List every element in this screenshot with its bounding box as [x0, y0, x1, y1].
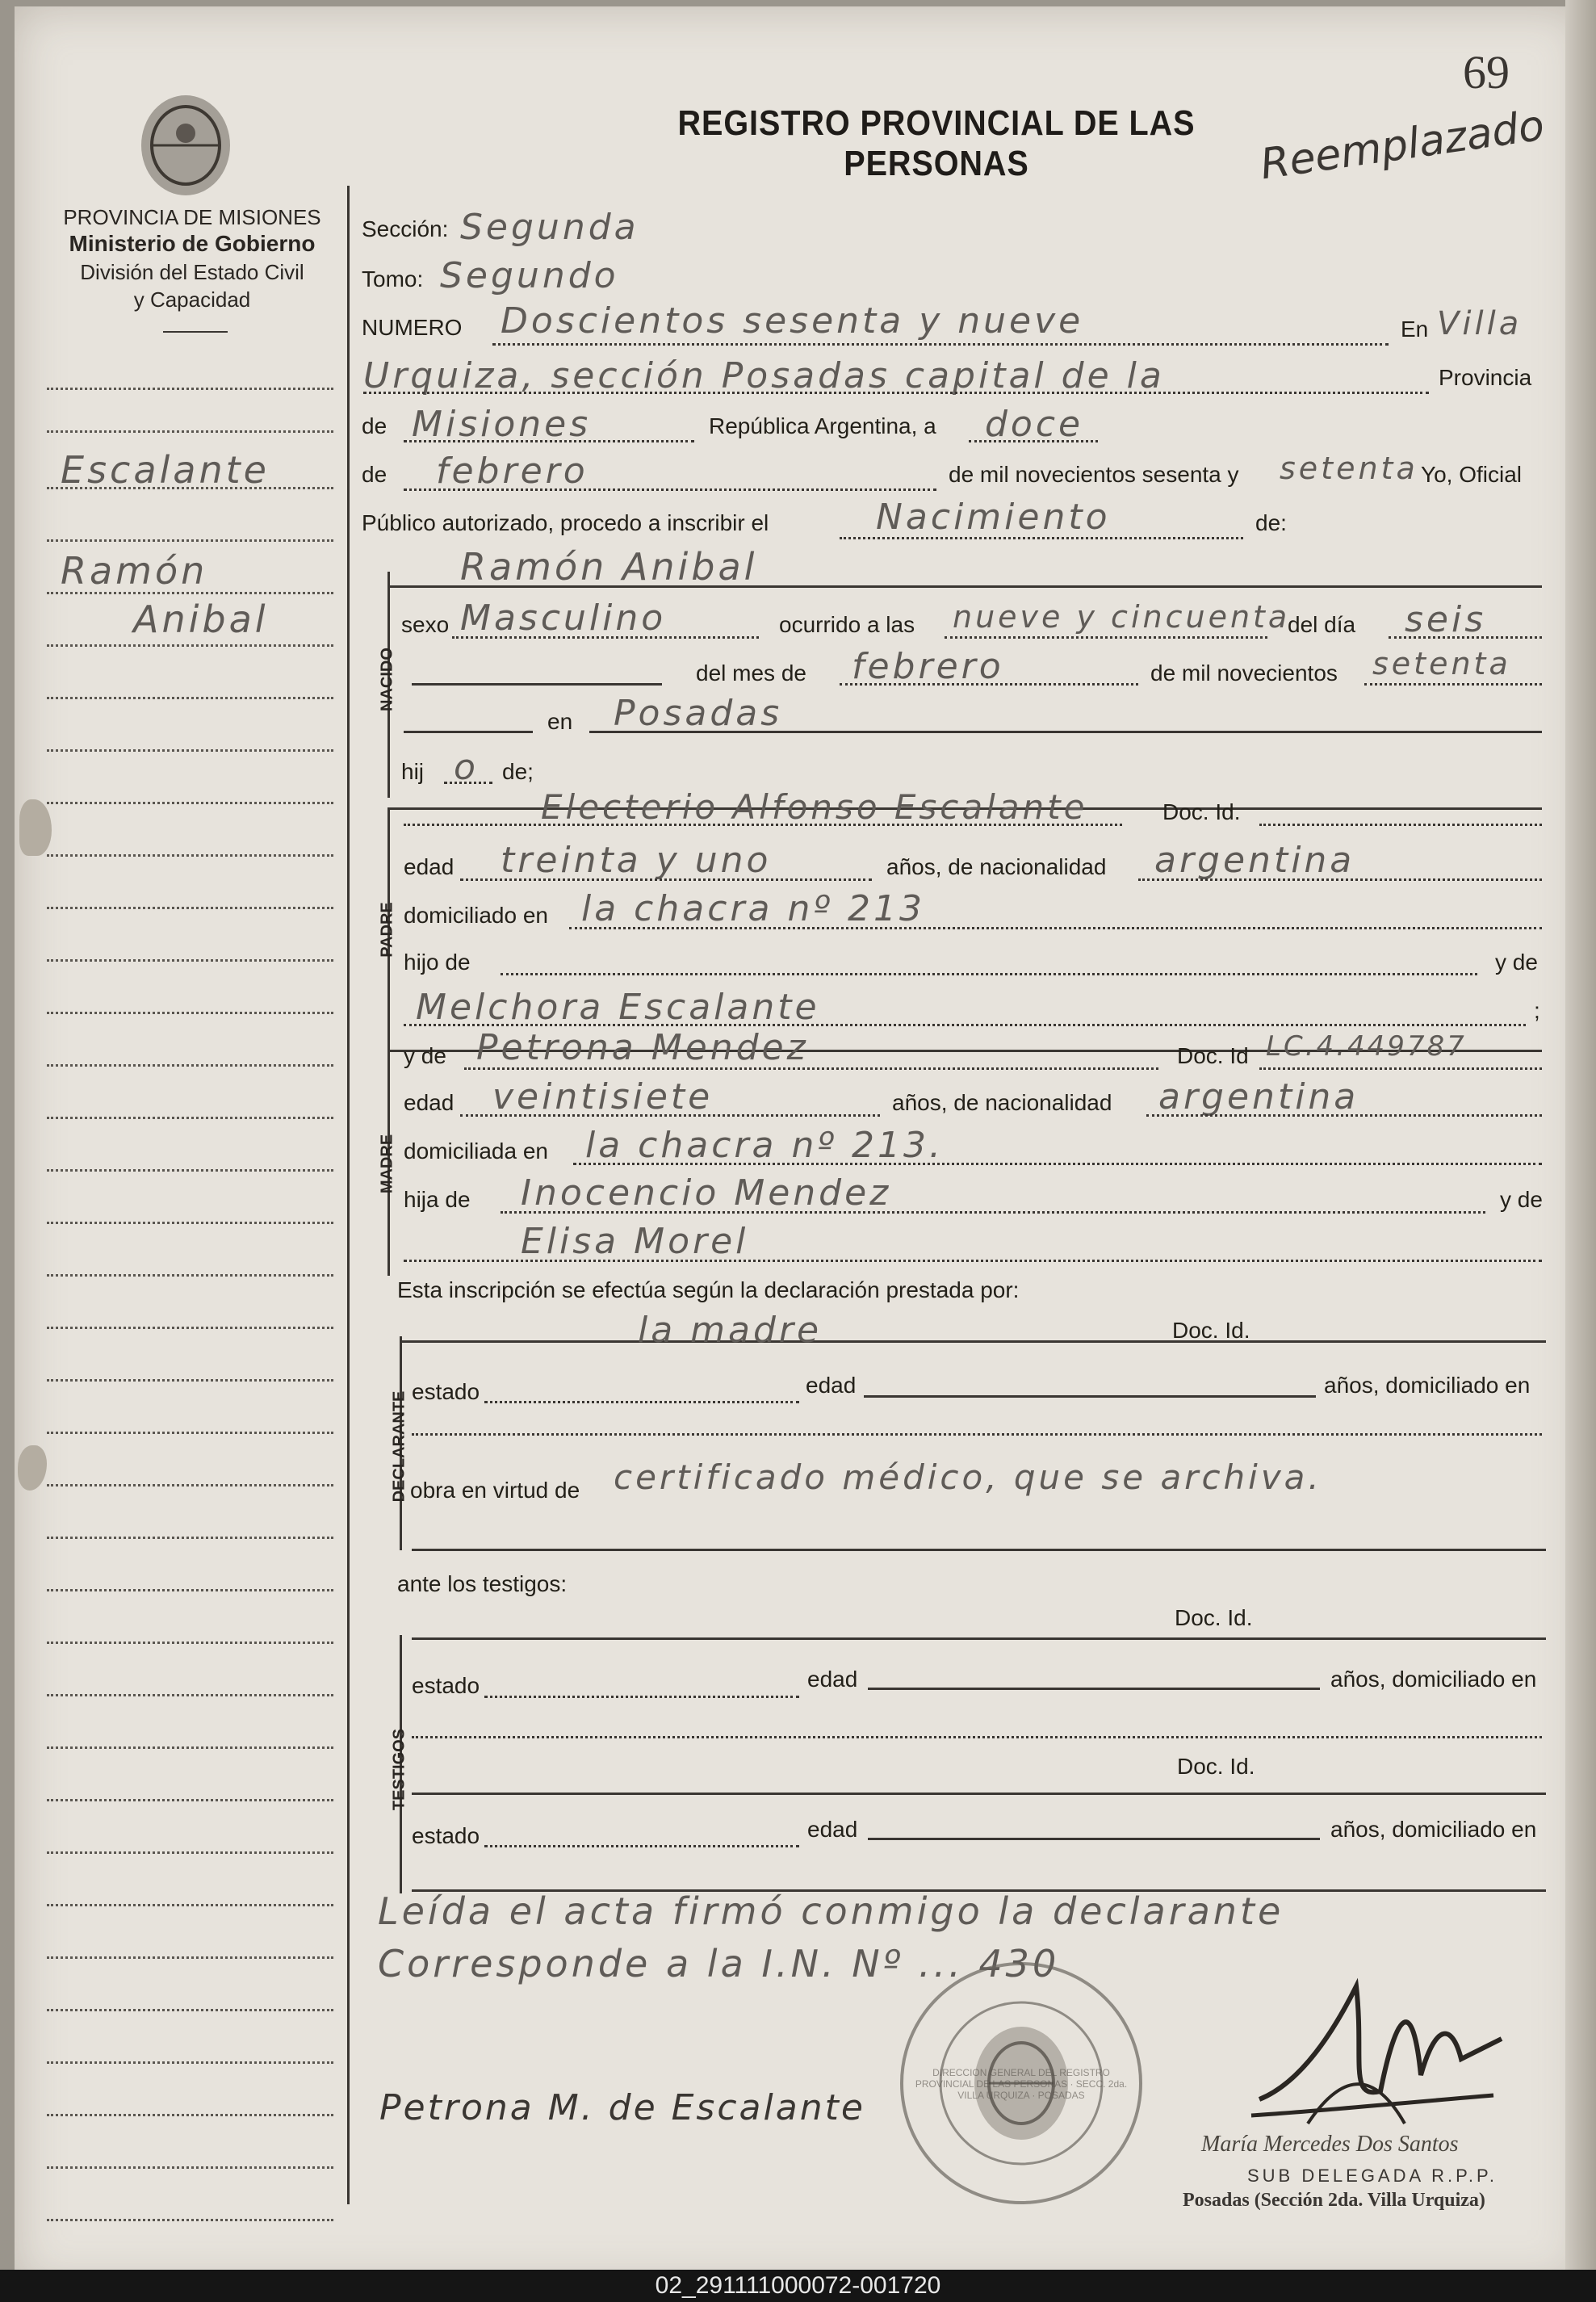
madre-dom-value: la chacra nº 213. — [585, 1125, 945, 1166]
testigo2-edad-label: edad — [807, 1817, 858, 1842]
official-location: Posadas (Sección 2da. Villa Urquiza) — [1183, 2190, 1485, 2211]
header-underline — [163, 331, 228, 333]
testigo1-estado-label: estado — [412, 1673, 480, 1698]
hij-de-label: de; — [502, 759, 534, 784]
madre-hija-label: hija de — [404, 1187, 471, 1212]
publico-label: Público autorizado, procedo a inscribir el — [362, 510, 769, 535]
madre-edad-line — [460, 1114, 880, 1117]
padre-name-line — [404, 824, 1122, 826]
padre-madre-value: Melchora Escalante — [416, 987, 820, 1028]
yo-oficial-label: Yo, Oficial — [1421, 462, 1523, 487]
madre-doc-line — [1259, 1067, 1542, 1070]
testigo2-estado-line — [484, 1845, 799, 1847]
anio-value: setenta — [1372, 646, 1511, 681]
tomo-label: Tomo: — [362, 266, 424, 291]
madre-yde2-label: y de — [1500, 1187, 1543, 1212]
margin-divider — [347, 186, 350, 2204]
numero-line — [492, 343, 1389, 346]
anio-line — [1364, 683, 1542, 686]
child-name: Ramón Anibal — [460, 545, 758, 589]
madre-yde-label: y de — [404, 1043, 446, 1068]
de2-label: de — [362, 462, 387, 487]
lugar-line — [589, 731, 1542, 733]
declarante-top-line — [400, 1340, 1546, 1343]
madre-nac-label: años, de nacionalidad — [892, 1090, 1112, 1115]
hij-value: o — [454, 747, 479, 788]
testigo1-dom-line — [412, 1736, 1542, 1738]
declarante-obra-line — [412, 1549, 1546, 1551]
del-mes-label: del mes de — [696, 660, 806, 686]
document-title: REGISTRO PROVINCIAL DE LAS PERSONAS — [677, 103, 1196, 183]
padre-edad-line — [460, 878, 872, 881]
acto-line — [840, 537, 1243, 539]
numero-value: Doscientos sesenta y nueve — [501, 300, 1084, 342]
testigo2-doc-label: Doc. Id. — [1177, 1754, 1255, 1779]
archive-id-bar — [0, 2270, 1596, 2302]
margin-given-name-1: Ramón — [61, 549, 208, 593]
testigo1-anos-label: años, domiciliado en — [1330, 1667, 1537, 1692]
stamp-text: DIRECCION GENERAL DEL REGISTRO PROVINCIAL DE LAS PERSONAS · SECC. 2da. VILLA URQUIZA · POSADAS — [915, 2067, 1128, 2101]
declarante-anos-label: años, domiciliado en — [1324, 1373, 1531, 1398]
seccion-value: Segunda — [460, 207, 639, 248]
del-dia-label: del día — [1288, 612, 1356, 637]
dia-cont-line — [412, 683, 662, 686]
lugar-value: Posadas — [614, 693, 783, 734]
hij-line — [444, 782, 492, 784]
declarante-edad-line — [864, 1395, 1316, 1398]
padre-edad-value: treinta y uno — [501, 840, 772, 881]
archive-id: 02_291111000072-001720 — [655, 2272, 941, 2299]
sexo-label: sexo — [401, 612, 450, 637]
padre-doc-label: Doc. Id. — [1162, 799, 1241, 824]
hora-line — [945, 636, 1267, 639]
ministry-label: Ministerio de Gobierno — [69, 231, 316, 256]
declarante-dom-line — [412, 1433, 1542, 1436]
madre-madre-line — [404, 1260, 1542, 1262]
en-nac-label: en — [547, 709, 573, 734]
testigo1-top-line — [412, 1637, 1546, 1640]
official-title: SUB DELEGADA R.P.P. — [1247, 2166, 1498, 2186]
testigo1-edad-line — [868, 1688, 1320, 1690]
madre-doc-value: LC.4.449787 — [1266, 1030, 1467, 1063]
month-value: febrero — [436, 451, 589, 492]
hora-value: nueve y cincuenta — [953, 599, 1291, 635]
page-edge — [1565, 0, 1596, 2302]
madre-padre-value: Inocencio Mendez — [521, 1172, 892, 1214]
locality-line — [363, 392, 1429, 394]
year-value: setenta — [1280, 451, 1418, 486]
madre-dom-label: domiciliada en — [404, 1138, 548, 1164]
padre-madre-line — [404, 1024, 1526, 1026]
testigo1-estado-line — [484, 1696, 799, 1698]
declarante-obra-value: certificado médico, que se archiva. — [614, 1457, 1322, 1497]
seccion-label: Sección: — [362, 216, 449, 241]
madre-dom-line — [573, 1163, 1542, 1165]
padre-hijo-line — [501, 973, 1477, 975]
locality-value: Urquiza, sección Posadas capital de la — [363, 355, 1165, 396]
testigo2-top-line — [412, 1793, 1546, 1795]
madre-side-label: MADRE — [378, 1134, 396, 1194]
official-signature-icon — [1235, 1962, 1510, 2148]
madre-name: Petrona Mendez — [476, 1027, 809, 1068]
padre-nac-line — [1138, 878, 1542, 881]
madre-edad-label: edad — [404, 1090, 455, 1115]
closing-line-1: Leída el acta firmó conmigo la declarante — [378, 1889, 1284, 1933]
division-label: División del Estado Civil — [80, 260, 304, 284]
margin-surname: Escalante — [61, 448, 270, 492]
padre-semicolon: ; — [1534, 998, 1540, 1023]
provincia-label: Provincia — [1439, 365, 1532, 390]
month-line — [404, 488, 936, 491]
padre-name: Electerio Alfonso Escalante — [541, 787, 1088, 827]
provincial-seal-icon — [137, 89, 234, 202]
margin-given-name-2: Anibal — [133, 598, 269, 641]
child-name-line — [387, 585, 1542, 588]
closing-line-2: Corresponde a la I.N. Nº ... 430 — [378, 1942, 1060, 1985]
declarante-name: la madre — [638, 1310, 823, 1351]
top-signature: Reemplazado — [1257, 101, 1548, 190]
testigo2-edad-line — [868, 1838, 1320, 1840]
mes-line — [840, 683, 1138, 686]
testigos-intro: ante los testigos: — [397, 1571, 568, 1596]
sexo-value: Masculino — [460, 598, 667, 639]
declarante-signature: Petrona M. de Escalante — [379, 2087, 865, 2128]
madre-doc-label: Doc. Id — [1177, 1043, 1249, 1068]
de3-label: de: — [1255, 510, 1287, 535]
testigo2-estado-label: estado — [412, 1823, 480, 1848]
tomo-value: Segundo — [440, 255, 619, 296]
de-mil-nac-label: de mil novecientos — [1150, 660, 1338, 686]
official-name: María Mercedes Dos Santos — [1201, 2132, 1459, 2157]
declarante-intro: Esta inscripción se efectúa según la declaración prestada por: — [397, 1277, 1020, 1302]
de-mil-label: de mil novecientos sesenta y — [949, 462, 1239, 487]
capacity-label: y Capacidad — [133, 287, 251, 312]
padre-side-label: PADRE — [378, 902, 396, 958]
declarante-estado-label: estado — [412, 1379, 480, 1404]
madre-edad-value: veintisiete — [492, 1076, 714, 1117]
madre-nac-line — [1146, 1114, 1542, 1117]
declarante-side-label: DECLARANTE — [390, 1390, 408, 1503]
numero-label: NUMERO — [362, 315, 463, 340]
province-label: PROVINCIA DE MISIONES — [63, 205, 321, 229]
padre-dom-label: domiciliado en — [404, 903, 548, 928]
padre-nac-label: años, de nacionalidad — [886, 854, 1107, 879]
declarante-doc-label: Doc. Id. — [1172, 1318, 1250, 1343]
testigos-side-label: TESTIGOS — [390, 1728, 408, 1811]
sexo-line — [452, 636, 759, 639]
testigo1-edad-label: edad — [807, 1667, 858, 1692]
en-value: Villa — [1437, 305, 1523, 342]
acto-value: Nacimiento — [876, 497, 1111, 538]
de-label: de — [362, 413, 387, 438]
madre-padre-line — [501, 1211, 1485, 1214]
lugar-pre-line — [404, 731, 533, 733]
testigo1-doc-label: Doc. Id. — [1175, 1605, 1253, 1630]
padre-hijo-label: hijo de — [404, 950, 471, 975]
madre-name-line — [464, 1067, 1158, 1070]
hij-label: hij — [401, 759, 425, 784]
declarante-obra-label: obra en virtud de — [410, 1478, 580, 1503]
de-value: Misiones — [412, 404, 592, 445]
nacido-side-label: NACIDO — [378, 648, 396, 711]
a-value: doce — [985, 404, 1084, 445]
padre-dom-value: la chacra nº 213 — [581, 888, 926, 929]
page-number: 69 — [1463, 46, 1510, 99]
padre-yde-label: y de — [1495, 950, 1538, 975]
madre-madre-value: Elisa Morel — [521, 1221, 749, 1262]
mes-value: febrero — [852, 646, 1004, 687]
declarante-estado-line — [484, 1401, 799, 1403]
dia-line — [1389, 636, 1542, 639]
madre-nac-value: argentina — [1158, 1076, 1359, 1117]
padre-dom-line — [569, 927, 1542, 929]
padre-edad-label: edad — [404, 854, 455, 879]
testigo2-anos-label: años, domiciliado en — [1330, 1817, 1537, 1842]
ocurrido-label: ocurrido a las — [779, 612, 915, 637]
a-line — [969, 440, 1098, 442]
dia-value: seis — [1405, 599, 1487, 640]
padre-nac-value: argentina — [1154, 840, 1355, 881]
de-line — [404, 440, 694, 442]
republica-label: República Argentina, a — [709, 413, 936, 438]
padre-doc-line — [1259, 824, 1542, 826]
declarante-edad-label: edad — [806, 1373, 857, 1398]
en-label: En — [1401, 317, 1429, 342]
